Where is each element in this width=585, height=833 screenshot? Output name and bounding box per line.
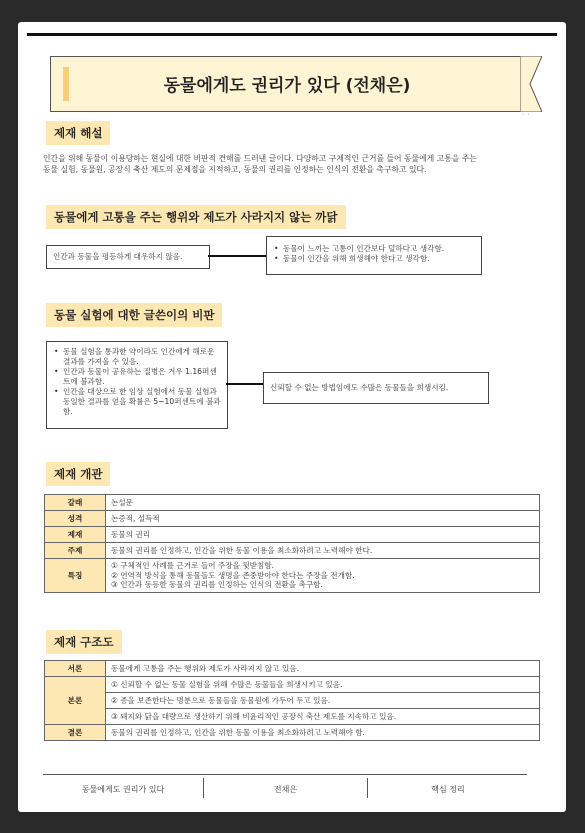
table-row (45, 661, 540, 677)
reasons-bullet: • 동물이 인간을 위해 희생해야 한다고 생각함. (283, 254, 475, 264)
row-value: 논증적, 설득적 (106, 511, 540, 527)
reasons-right-box (266, 236, 482, 275)
reasons-left-box (46, 245, 210, 269)
decor-dots: · · (522, 110, 530, 119)
row-value: 동물의 권리 (106, 527, 540, 543)
row-head: 서론 (45, 661, 106, 677)
structure-table (44, 660, 540, 741)
explain-line: 동물 실험, 동물원, 공장식 축산 제도의 문제점을 지적하고, 동물의 권리를 인정하는 인식의 전환을 촉구하고 있다. (43, 165, 427, 174)
row-head: 주제 (45, 543, 106, 559)
section-title-explain: 제재 해설 (46, 121, 110, 145)
feature-line: ① 구체적인 사례를 근거로 들어 주장을 뒷받침함. (111, 561, 275, 570)
row-value: 동물에게 고통을 주는 행위와 제도가 사라지지 않고 있음. (106, 661, 540, 677)
table-row (45, 543, 540, 559)
footer-label: 핵심 정리 (431, 785, 465, 794)
row-value: 동물의 권리를 인정하고, 인간을 위한 동물 이용을 최소화하려고 노력해야 함. (106, 725, 540, 741)
critique-right-box (263, 372, 489, 404)
top-rule (27, 33, 557, 36)
row-head: 본론 (45, 677, 106, 725)
feature-line: ② 연역적 방식을 통해 동물들도 생명을 존중받아야 한다는 주장을 전개함. (111, 570, 355, 580)
table-row (45, 527, 540, 543)
row-head: 제재 (45, 527, 106, 543)
table-row (45, 511, 540, 527)
footer-rule (43, 774, 527, 775)
section-title-reasons: 동물에게 고통을 주는 행위와 제도가 사라지지 않는 까닭 (46, 205, 346, 229)
connector-line (208, 255, 266, 257)
footer-author: 전채은 (273, 785, 298, 794)
critique-right-text: 신뢰할 수 없는 방법임에도 수많은 동물들을 희생시킴. (270, 383, 449, 392)
banner-tail-shape (520, 56, 542, 112)
row-head: 성격 (45, 511, 106, 527)
table-row (45, 495, 540, 511)
critique-left-box (46, 341, 228, 429)
document-page (18, 22, 566, 812)
critique-bullet: • 인간을 대상으로 한 임상 실험에서 동물 실험과 동일한 결과를 얻을 확률은 5~10퍼센트에 불과함. (63, 387, 221, 417)
title-banner (50, 56, 524, 112)
table-row (45, 693, 540, 709)
overview-table (44, 494, 540, 593)
row-value: ③ 돼지와 닭을 대량으로 생산하기 위해 비윤리적인 공장식 축산 제도를 지속하고 있음. (106, 709, 540, 725)
table-row (45, 709, 540, 725)
table-row (45, 677, 540, 693)
row-value: 동물의 권리를 인정하고, 인간을 위한 동물 이용을 최소화하려고 노력해야 한다. (106, 543, 540, 559)
explain-line: 인간을 위해 동물이 이용당하는 현실에 대한 비판적 견해를 드러낸 글이다. 다양하고 구체적인 근거를 들어 동물에게 고통을 주는 (43, 154, 477, 163)
section-title-overview: 제재 개관 (46, 462, 110, 486)
row-value: ② 종을 보존한다는 명분으로 동물들을 동물원에 가두어 두고 있음. (106, 693, 540, 709)
critique-bullet: • 인간과 동물이 공유하는 질병은 겨우 1.16퍼센트에 불과함. (63, 367, 221, 387)
row-value: ① 신뢰할 수 없는 동물 실험을 위해 수많은 동물들을 희생시키고 있음. (106, 677, 540, 693)
footer-book-title: 동물에게도 권리가 있다 (81, 785, 165, 794)
connector-line (226, 383, 263, 385)
page-title: 동물에게도 권리가 있다 (전채은) (163, 76, 411, 96)
table-row (45, 559, 540, 593)
row-head: 갈래 (45, 495, 106, 511)
explain-paragraph (43, 153, 543, 175)
row-head: 결론 (45, 725, 106, 741)
reasons-bullet: • 동물이 느끼는 고통이 인간보다 덜하다고 생각함. (283, 244, 475, 254)
row-value: 논설문 (106, 495, 540, 511)
table-row (45, 725, 540, 741)
row-value (106, 559, 540, 593)
reasons-left-text: 인간과 동물을 평등하게 대우하지 않음. (53, 252, 183, 261)
feature-line: ③ 인간과 동등한 동물의 권리를 인정하는 인식의 전환을 촉구함. (111, 580, 323, 589)
section-title-structure: 제재 구조도 (46, 630, 122, 654)
section-title-critique: 동물 실험에 대한 글쓴이의 비판 (46, 303, 222, 327)
row-head: 특징 (45, 559, 106, 593)
critique-bullet: • 동물 실험을 통과한 약이라도 인간에게 해로운 결과를 가져올 수 있음. (63, 347, 221, 367)
